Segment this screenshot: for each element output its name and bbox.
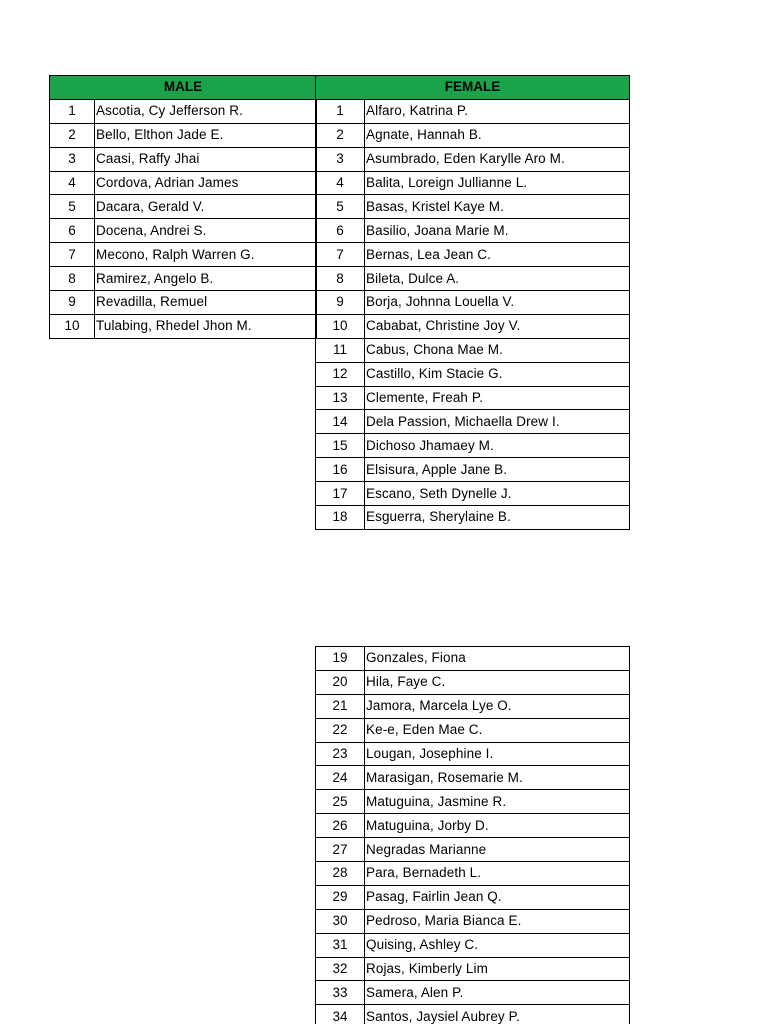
student-name: Castillo, Kim Stacie G. bbox=[365, 362, 630, 386]
male-header-row bbox=[50, 76, 317, 100]
table-row bbox=[316, 314, 630, 338]
row-number: 27 bbox=[316, 838, 365, 862]
table-row bbox=[316, 981, 630, 1005]
table-row bbox=[50, 99, 317, 123]
row-number: 14 bbox=[316, 410, 365, 434]
row-number: 19 bbox=[316, 647, 365, 671]
student-name: Bernas, Lea Jean C. bbox=[365, 243, 630, 267]
row-number: 9 bbox=[316, 291, 365, 315]
row-number: 18 bbox=[316, 506, 365, 530]
student-name: Tulabing, Rhedel Jhon M. bbox=[95, 314, 317, 338]
table-row bbox=[316, 670, 630, 694]
row-number: 8 bbox=[50, 267, 95, 291]
student-name: Ke-e, Eden Mae C. bbox=[365, 718, 630, 742]
student-name: Pedroso, Maria Bianca E. bbox=[365, 909, 630, 933]
table-row bbox=[316, 742, 630, 766]
row-number: 16 bbox=[316, 458, 365, 482]
table-row bbox=[316, 147, 630, 171]
row-number: 3 bbox=[316, 147, 365, 171]
row-number: 12 bbox=[316, 362, 365, 386]
student-name: Samera, Alen P. bbox=[365, 981, 630, 1005]
row-number: 26 bbox=[316, 814, 365, 838]
student-name: Clemente, Freah P. bbox=[365, 386, 630, 410]
row-number: 10 bbox=[50, 314, 95, 338]
table-row bbox=[50, 147, 317, 171]
student-name: Rojas, Kimberly Lim bbox=[365, 957, 630, 981]
row-number: 33 bbox=[316, 981, 365, 1005]
row-number: 3 bbox=[50, 147, 95, 171]
table-row bbox=[316, 885, 630, 909]
row-number: 9 bbox=[50, 291, 95, 315]
student-name: Jamora, Marcela Lye O. bbox=[365, 694, 630, 718]
student-name: Cabus, Chona Mae M. bbox=[365, 338, 630, 362]
student-name: Negradas Marianne bbox=[365, 838, 630, 862]
student-name: Lougan, Josephine I. bbox=[365, 742, 630, 766]
row-number: 13 bbox=[316, 386, 365, 410]
row-number: 5 bbox=[316, 195, 365, 219]
row-number: 5 bbox=[50, 195, 95, 219]
student-name: Hila, Faye C. bbox=[365, 670, 630, 694]
row-number: 30 bbox=[316, 909, 365, 933]
student-name: Elsisura, Apple Jane B. bbox=[365, 458, 630, 482]
student-name: Dacara, Gerald V. bbox=[95, 195, 317, 219]
student-name: Balita, Loreign Jullianne L. bbox=[365, 171, 630, 195]
row-number: 11 bbox=[316, 338, 365, 362]
student-name: Caasi, Raffy Jhai bbox=[95, 147, 317, 171]
table-row bbox=[316, 99, 630, 123]
row-number: 1 bbox=[50, 99, 95, 123]
table-row bbox=[316, 862, 630, 886]
table-row bbox=[316, 1005, 630, 1024]
student-name: Dichoso Jhamaey M. bbox=[365, 434, 630, 458]
student-name: Basilio, Joana Marie M. bbox=[365, 219, 630, 243]
row-number: 31 bbox=[316, 933, 365, 957]
student-name: Cordova, Adrian James bbox=[95, 171, 317, 195]
row-number: 23 bbox=[316, 742, 365, 766]
table-row bbox=[50, 243, 317, 267]
table-row bbox=[316, 694, 630, 718]
student-name: Revadilla, Remuel bbox=[95, 291, 317, 315]
table-row bbox=[50, 195, 317, 219]
table-row bbox=[316, 195, 630, 219]
student-name: Asumbrado, Eden Karylle Aro M. bbox=[365, 147, 630, 171]
table-row bbox=[316, 434, 630, 458]
row-number: 28 bbox=[316, 862, 365, 886]
student-name: Santos, Jaysiel Aubrey P. bbox=[365, 1005, 630, 1024]
row-number: 7 bbox=[316, 243, 365, 267]
student-name: Quising, Ashley C. bbox=[365, 933, 630, 957]
row-number: 34 bbox=[316, 1005, 365, 1024]
table-row bbox=[316, 766, 630, 790]
table-row bbox=[50, 267, 317, 291]
female-header: FEMALE bbox=[316, 76, 630, 100]
row-number: 17 bbox=[316, 482, 365, 506]
student-name: Dela Passion, Michaella Drew I. bbox=[365, 410, 630, 434]
row-number: 6 bbox=[50, 219, 95, 243]
row-number: 7 bbox=[50, 243, 95, 267]
student-name: Matuguina, Jorby D. bbox=[365, 814, 630, 838]
table-row bbox=[50, 219, 317, 243]
table-row bbox=[316, 838, 630, 862]
table-row bbox=[316, 933, 630, 957]
row-number: 4 bbox=[50, 171, 95, 195]
table-row bbox=[316, 123, 630, 147]
student-name: Bello, Elthon Jade E. bbox=[95, 123, 317, 147]
table-row bbox=[50, 314, 317, 338]
table-row bbox=[316, 909, 630, 933]
male-header: MALE bbox=[50, 76, 317, 100]
student-name: Esguerra, Sherylaine B. bbox=[365, 506, 630, 530]
student-name: Bileta, Dulce A. bbox=[365, 267, 630, 291]
table-row bbox=[316, 718, 630, 742]
student-name: Pasag, Fairlin Jean Q. bbox=[365, 885, 630, 909]
student-name: Ascotia, Cy Jefferson R. bbox=[95, 99, 317, 123]
row-number: 2 bbox=[316, 123, 365, 147]
row-number: 24 bbox=[316, 766, 365, 790]
row-number: 22 bbox=[316, 718, 365, 742]
table-row bbox=[316, 482, 630, 506]
row-number: 32 bbox=[316, 957, 365, 981]
table-row bbox=[316, 647, 630, 671]
female-roster-table-continued bbox=[315, 646, 630, 1024]
table-row bbox=[316, 957, 630, 981]
table-row bbox=[316, 790, 630, 814]
row-number: 6 bbox=[316, 219, 365, 243]
row-number: 8 bbox=[316, 267, 365, 291]
row-number: 15 bbox=[316, 434, 365, 458]
student-name: Escano, Seth Dynelle J. bbox=[365, 482, 630, 506]
student-name: Basas, Kristel Kaye M. bbox=[365, 195, 630, 219]
table-row bbox=[316, 338, 630, 362]
student-name: Para, Bernadeth L. bbox=[365, 862, 630, 886]
table-row bbox=[316, 243, 630, 267]
student-name: Matuguina, Jasmine R. bbox=[365, 790, 630, 814]
table-row bbox=[316, 814, 630, 838]
student-name: Agnate, Hannah B. bbox=[365, 123, 630, 147]
table-row bbox=[50, 171, 317, 195]
male-roster-table bbox=[49, 75, 317, 339]
table-row bbox=[316, 362, 630, 386]
table-row bbox=[316, 410, 630, 434]
table-row bbox=[316, 506, 630, 530]
student-name: Borja, Johnna Louella V. bbox=[365, 291, 630, 315]
row-number: 2 bbox=[50, 123, 95, 147]
table-row bbox=[316, 267, 630, 291]
table-row bbox=[50, 123, 317, 147]
table-row bbox=[316, 171, 630, 195]
table-row bbox=[316, 219, 630, 243]
student-name: Cababat, Christine Joy V. bbox=[365, 314, 630, 338]
row-number: 10 bbox=[316, 314, 365, 338]
student-name: Ramirez, Angelo B. bbox=[95, 267, 317, 291]
student-name: Marasigan, Rosemarie M. bbox=[365, 766, 630, 790]
row-number: 25 bbox=[316, 790, 365, 814]
student-name: Alfaro, Katrina P. bbox=[365, 99, 630, 123]
female-header-row bbox=[316, 76, 630, 100]
row-number: 21 bbox=[316, 694, 365, 718]
table-row bbox=[50, 291, 317, 315]
table-row bbox=[316, 291, 630, 315]
table-row bbox=[316, 458, 630, 482]
student-name: Gonzales, Fiona bbox=[365, 647, 630, 671]
row-number: 20 bbox=[316, 670, 365, 694]
female-roster-table bbox=[315, 75, 630, 530]
row-number: 4 bbox=[316, 171, 365, 195]
row-number: 29 bbox=[316, 885, 365, 909]
table-row bbox=[316, 386, 630, 410]
student-name: Docena, Andrei S. bbox=[95, 219, 317, 243]
row-number: 1 bbox=[316, 99, 365, 123]
student-name: Mecono, Ralph Warren G. bbox=[95, 243, 317, 267]
